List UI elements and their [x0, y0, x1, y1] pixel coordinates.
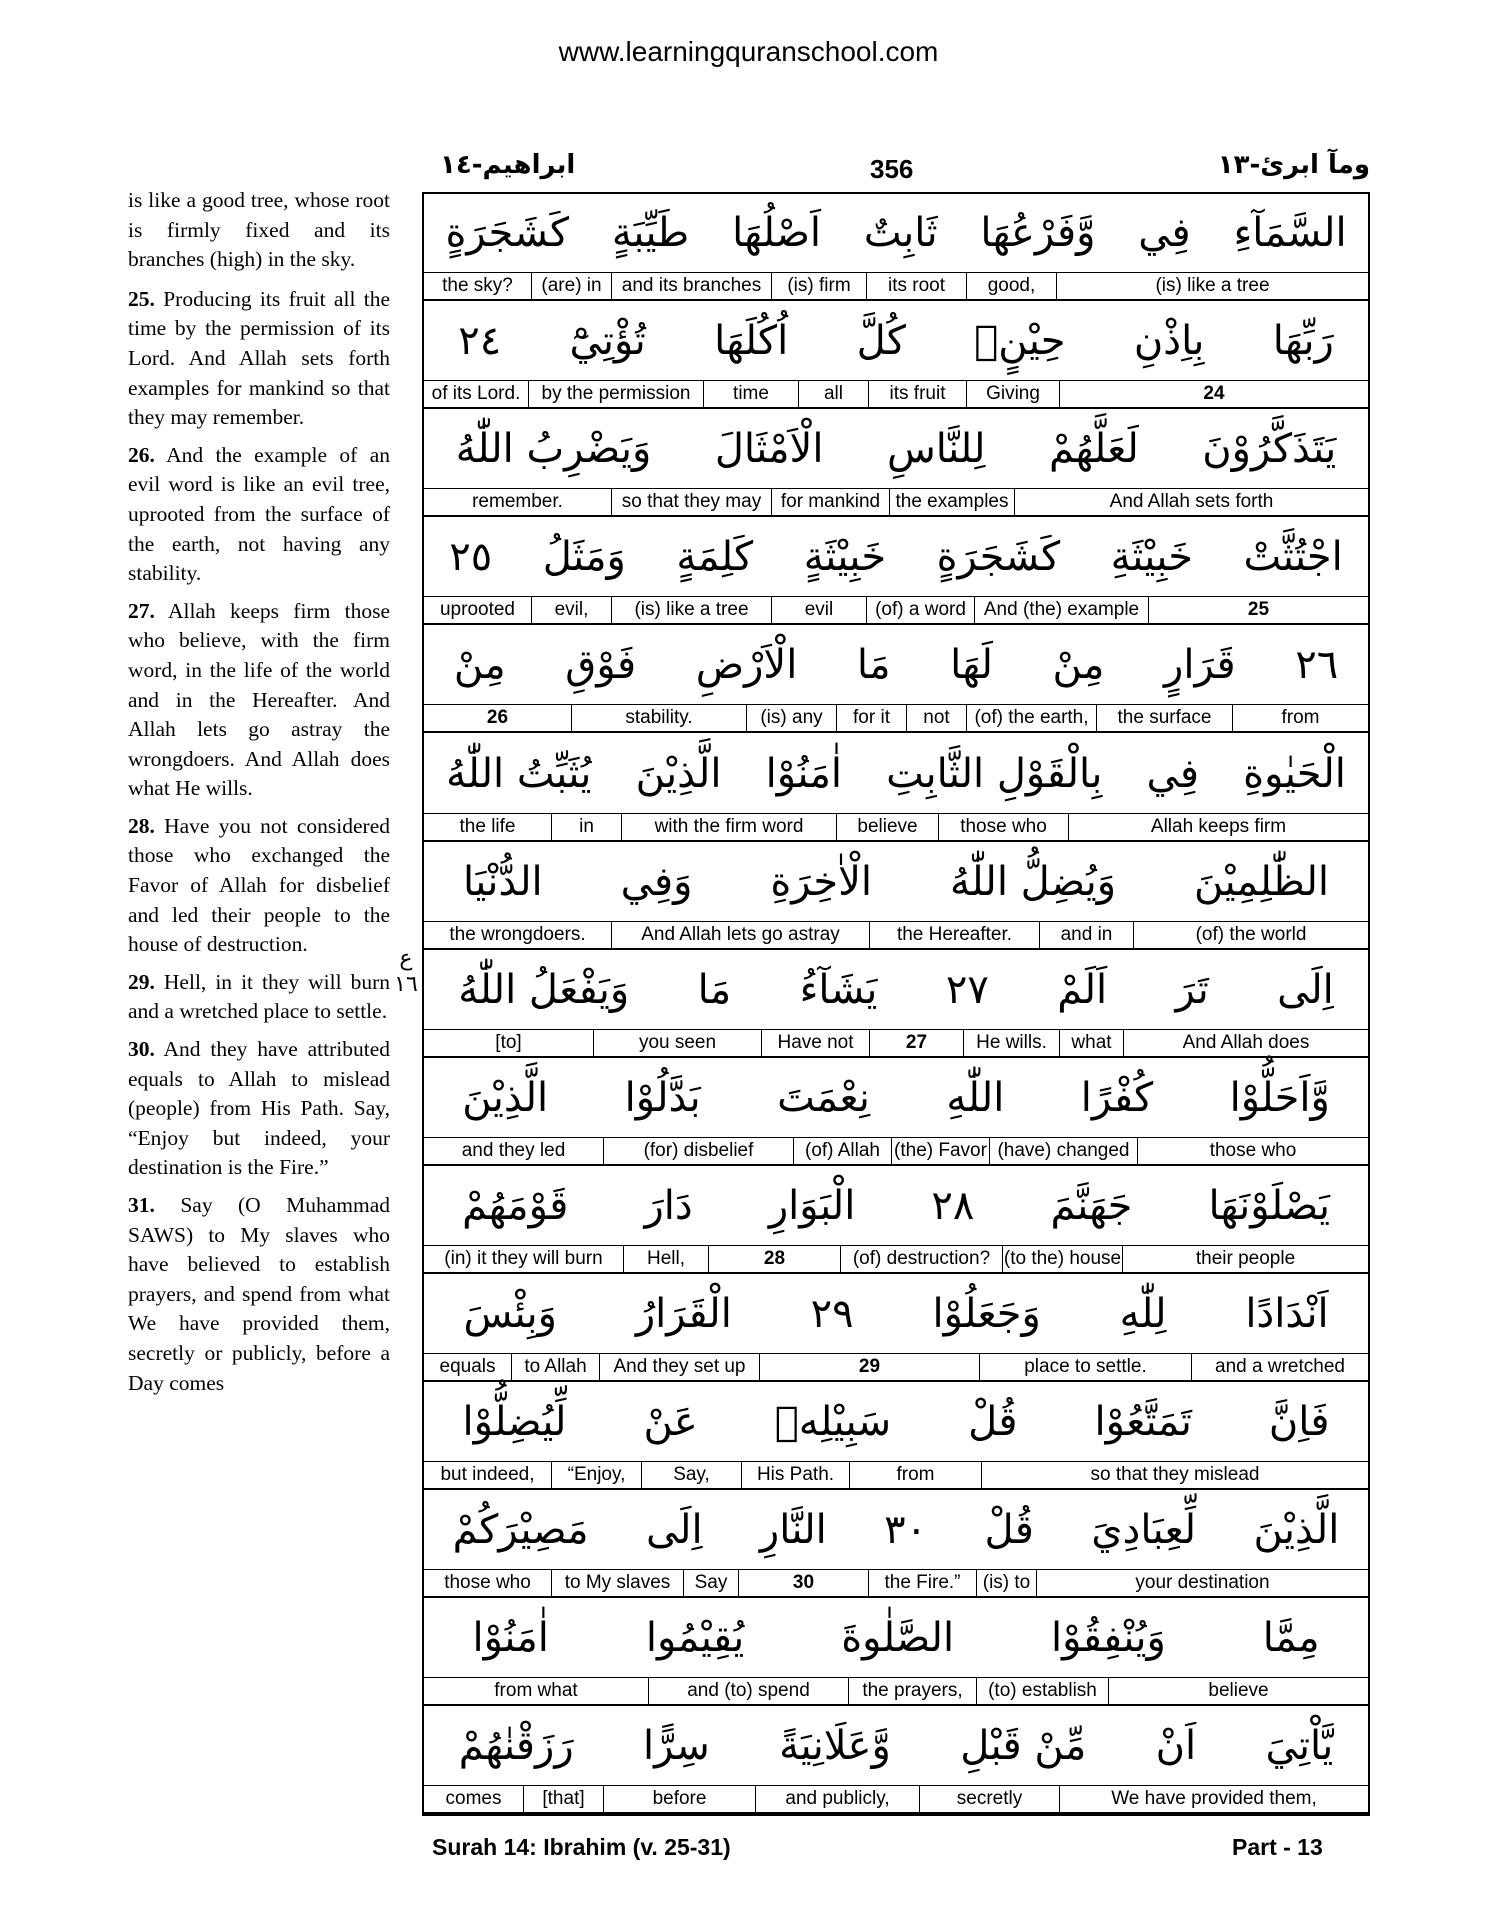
grid-row — [424, 1491, 1368, 1599]
verse-number: 30. — [128, 1037, 155, 1062]
arabic-word: جَهَنَّمَ — [1050, 1182, 1133, 1229]
arabic-word: سِرًّا — [643, 1723, 710, 1770]
arabic-word: تَمَتَّعُوْا — [1094, 1399, 1192, 1446]
arabic-word: قُلْ — [984, 1507, 1034, 1554]
english-gloss-line — [424, 922, 1368, 950]
arabic-word: الظّٰلِمِيْنَ — [1194, 858, 1330, 905]
translation-verse — [128, 1191, 390, 1398]
gloss-cell: (of) the earth, — [967, 705, 1097, 731]
arabic-line — [424, 951, 1368, 1030]
gloss-cell: for mankind — [772, 489, 890, 515]
arabic-line — [424, 1059, 1368, 1138]
grid-row — [424, 518, 1368, 626]
english-gloss-line — [424, 1786, 1368, 1814]
arabic-word: اَنْ — [1155, 1723, 1197, 1770]
gloss-cell: the wrongdoers. — [424, 922, 612, 948]
gloss-cell: so that they may — [612, 489, 772, 515]
arabic-word: فِي — [1138, 210, 1191, 256]
english-gloss-line — [424, 1354, 1368, 1382]
arabic-word: يَشَآءُ — [799, 966, 878, 1013]
english-gloss-line — [424, 814, 1368, 842]
english-gloss-line — [424, 1462, 1368, 1490]
arabic-word: كُلَّ — [856, 318, 906, 365]
gloss-cell: His Path. — [742, 1462, 850, 1488]
arabic-word: خَبِيْثَةِ — [1110, 534, 1194, 581]
gloss-cell: Hell, — [624, 1246, 709, 1272]
gloss-cell: the sky? — [424, 273, 532, 299]
gloss-cell: the examples — [890, 489, 1015, 515]
gloss-cell: remember. — [424, 489, 612, 515]
arabic-word: رَزَقْنٰهُمْ — [458, 1723, 574, 1770]
arabic-word: كَشَجَرَةٍ — [936, 534, 1061, 581]
arabic-word: تَرَ — [1175, 966, 1209, 1013]
grid-row — [424, 1167, 1368, 1275]
english-gloss-line — [424, 597, 1368, 625]
gloss-verse-number: 29 — [760, 1354, 980, 1380]
gloss-cell: its root — [867, 273, 967, 299]
english-gloss-line — [424, 273, 1368, 301]
gloss-cell: from what — [424, 1678, 649, 1704]
verse-text: Say (O Muhammad SAWS) to My slaves who have believed to establish prayers, and spend from what We have provided them, secretly or publicly, before a Day comes — [128, 1193, 391, 1395]
arabic-word: وَبِئْسَ — [463, 1291, 557, 1337]
arabic-word: مِنْ — [1052, 642, 1105, 689]
arabic-word: ثَابِتٌ — [863, 210, 938, 256]
gloss-cell: and they led — [424, 1138, 604, 1164]
translation-verse — [128, 441, 390, 589]
gloss-cell: comes — [424, 1786, 524, 1812]
english-gloss-line — [424, 489, 1368, 517]
gloss-cell: but indeed, — [424, 1462, 552, 1488]
arabic-word: اِلَى — [645, 1507, 703, 1554]
page-number: 356 — [870, 154, 914, 184]
arabic-word: الصَّلٰوةَ — [841, 1615, 955, 1662]
ruku-mark: ع ١٦ — [394, 946, 418, 997]
gloss-cell: not — [907, 705, 967, 731]
english-gloss-line — [424, 1138, 1368, 1166]
english-gloss-line — [424, 1030, 1368, 1058]
arabic-line — [424, 1707, 1368, 1786]
gloss-cell: We have provided them, — [1111, 1788, 1317, 1810]
english-gloss-line — [424, 1246, 1368, 1274]
arabic-word: الَّذِيْنَ — [635, 750, 722, 797]
gloss-cell: so that they mislead — [1090, 1464, 1260, 1486]
arabic-word: طَيِّبَةٍ — [611, 210, 690, 256]
arabic-word: مِّنْ قَبْلِ — [960, 1723, 1087, 1770]
arabic-line — [424, 302, 1368, 381]
translation-verse — [128, 812, 390, 960]
gloss-cell: and in — [1040, 922, 1134, 948]
gloss-cell: the Fire.” — [869, 1570, 977, 1596]
arabic-word: يَصْلَوْنَهَا — [1208, 1182, 1330, 1229]
gloss-cell: (is) firm — [772, 273, 867, 299]
arabic-word: لَعَلَّهُمْ — [1048, 426, 1139, 473]
gloss-cell: from — [1281, 707, 1320, 729]
footer-part: Part - 13 — [1232, 1834, 1323, 1860]
arabic-word: ٢٩ — [810, 1291, 854, 1337]
arabic-word: ٣٠ — [884, 1507, 928, 1554]
grid-row — [424, 843, 1368, 951]
gloss-cell: and publicly, — [756, 1786, 920, 1812]
gloss-cell: all — [799, 381, 869, 407]
arabic-word: مَصِيْرَكُمْ — [452, 1507, 589, 1554]
grid-row — [424, 626, 1368, 734]
arabic-word: لِّيُضِلُّوْا — [462, 1399, 567, 1446]
gloss-cell: (of) the world — [1195, 923, 1307, 945]
gloss-cell: (have) changed — [990, 1138, 1138, 1164]
gloss-cell: and a wretched — [1215, 1356, 1345, 1377]
arabic-word: دَارَ — [644, 1182, 693, 1229]
verse-text: Hell, in it they will burn and a wretched place to settle. — [128, 969, 390, 1024]
grid-row — [424, 410, 1368, 518]
arabic-word: لَهَا — [950, 642, 993, 689]
gloss-cell: (in) it they will burn — [424, 1246, 624, 1272]
arabic-word: يُثَبِّتُ اللّٰهُ — [446, 750, 592, 797]
arabic-word: بِالْقَوْلِ الثَّابِتِ — [886, 750, 1103, 797]
grid-row — [424, 1599, 1368, 1707]
gloss-cell: And Allah sets forth — [1109, 491, 1274, 513]
gloss-cell: (for) disbelief — [604, 1138, 794, 1164]
arabic-word: الْاٰخِرَةِ — [770, 858, 873, 905]
arabic-word: فِي — [1146, 750, 1199, 797]
verse-number: 25. — [128, 286, 155, 311]
translation-verse — [128, 1035, 390, 1183]
arabic-word: وَجَعَلُوْا — [932, 1291, 1041, 1337]
gloss-cell: evil, — [532, 597, 612, 623]
gloss-cell: to My slaves — [552, 1570, 684, 1596]
arabic-word: نِعْمَتَ — [777, 1074, 870, 1121]
site-url: www.learningquranschool.com — [558, 36, 939, 67]
gloss-cell: (is) like a tree — [1155, 275, 1270, 296]
gloss-cell: those who — [424, 1570, 552, 1596]
gloss-cell: time — [704, 381, 799, 407]
gloss-cell: with the firm word — [622, 814, 837, 840]
arabic-word: وَّعَلَانِيَةً — [779, 1723, 891, 1770]
grid-row — [424, 1275, 1368, 1383]
gloss-cell: the Hereafter. — [870, 922, 1040, 948]
arabic-word: الْاَمْثَالَ — [714, 426, 824, 473]
gloss-cell: And Allah lets go astray — [612, 922, 870, 948]
arabic-word: ٢٧ — [945, 966, 989, 1013]
arabic-word: الْقَرَارُ — [635, 1291, 732, 1337]
english-gloss-line — [424, 381, 1368, 409]
translation-verse — [128, 285, 390, 433]
gloss-cell: [that] — [524, 1786, 604, 1812]
gloss-cell: Allah keeps firm — [1150, 815, 1287, 837]
arabic-line — [424, 735, 1368, 814]
arabic-word: قُلْ — [968, 1399, 1018, 1446]
arabic-word: قَوْمَهُمْ — [462, 1182, 569, 1229]
arabic-word: تُؤْتِيْٓ — [569, 318, 646, 365]
grid-row — [424, 302, 1368, 410]
arabic-word: يُقِيْمُوا — [645, 1615, 745, 1662]
arabic-word: وَيَضْرِبُ اللّٰهُ — [455, 426, 652, 473]
gloss-verse-number: 26 — [424, 705, 572, 731]
arabic-word: ٢٦ — [1295, 642, 1339, 689]
arabic-word: بِاِذْنِ — [1133, 318, 1205, 365]
gloss-cell: And they set up — [600, 1354, 760, 1380]
gloss-cell: their people — [1195, 1247, 1296, 1269]
gloss-cell: Say — [684, 1570, 739, 1596]
gloss-cell: (to) establish — [977, 1678, 1109, 1704]
arabic-word: وَيَفْعَلُ اللّٰهُ — [458, 966, 630, 1013]
verse-text: Allah keeps firm those who believe, with the firm word, in the life of the world and in the Hereafter. And Allah lets go astray the wrongdoers. And Allah does what He wills. — [128, 598, 390, 801]
word-by-word-grid — [422, 192, 1370, 1816]
arabic-word: وَّفَرْعُهَا — [980, 210, 1096, 256]
gloss-cell: (of) destruction? — [841, 1246, 1003, 1272]
arabic-line — [424, 626, 1368, 705]
gloss-cell: evil — [772, 597, 867, 623]
verse-text: Have you not considered those who exchanged the Favor of Allah for disbelief and led their people to the house of destruction. — [128, 813, 391, 957]
gloss-cell: before — [604, 1786, 756, 1812]
arabic-word: الَّذِيْنَ — [462, 1074, 549, 1121]
arabic-word: اٰمَنُوْا — [472, 1615, 549, 1662]
gloss-cell: (the) Favor — [892, 1138, 990, 1164]
gloss-cell: Have not — [762, 1030, 870, 1056]
gloss-cell: and (to) spend — [649, 1678, 849, 1704]
arabic-line — [424, 518, 1368, 597]
arabic-line — [424, 843, 1368, 922]
grid-row — [424, 1383, 1368, 1491]
gloss-cell: (is) to — [977, 1570, 1037, 1596]
verse-text: And they have attributed equals to Allah to mislead (people) from His Path. Say, “Enjoy but indeed, your destination is the Fire.” — [128, 1037, 390, 1180]
arabic-word: كَشَجَرَةٍ — [445, 210, 570, 256]
verse-number: 27. — [128, 598, 155, 623]
arabic-word: كُفْرًا — [1080, 1074, 1154, 1121]
gloss-cell: place to settle. — [980, 1354, 1192, 1380]
gloss-cell: Giving — [967, 381, 1060, 407]
gloss-cell: believe — [837, 814, 939, 840]
verse-text: And the example of an evil word is like an evil tree, uprooted from the surface of the earth, not having any stability. — [128, 442, 390, 586]
verse-text: Producing its fruit all the time by the permission of its Lord. And Allah sets forth examples for mankind so that they may remember. — [128, 286, 391, 430]
arabic-word: مَا — [856, 642, 891, 689]
arabic-word: يَّاْتِيَ — [1265, 1723, 1334, 1770]
arabic-line — [424, 1599, 1368, 1678]
gloss-cell: its fruit — [869, 381, 967, 407]
arabic-word: الْبَوَارِ — [768, 1182, 856, 1229]
translation-column — [128, 186, 390, 1406]
translation-verse — [128, 186, 390, 275]
arabic-word: ٢٨ — [931, 1182, 975, 1229]
gloss-cell: (to the) house — [1003, 1246, 1123, 1272]
arabic-word: فَاِنَّ — [1268, 1399, 1330, 1446]
english-gloss-line — [424, 705, 1368, 733]
gloss-verse-number: 30 — [739, 1570, 869, 1596]
arabic-word: الْاَرْضِ — [695, 642, 798, 689]
arabic-word: اٰمَنُوْا — [765, 750, 843, 797]
arabic-word: وَفِي — [620, 858, 693, 905]
grid-row — [424, 1707, 1368, 1815]
gloss-cell: secretly — [920, 1786, 1060, 1812]
gloss-cell: He wills. — [964, 1030, 1060, 1056]
gloss-cell: to Allah — [512, 1354, 600, 1380]
gloss-cell: uprooted — [424, 597, 532, 623]
gloss-cell: (is) like a tree — [612, 597, 772, 623]
arabic-word: بَدَّلُوْا — [624, 1074, 701, 1121]
arabic-line — [424, 1275, 1368, 1354]
arabic-word: لِلّٰهِ — [1119, 1291, 1167, 1337]
verse-number: 28. — [128, 813, 155, 838]
arabic-word: يَتَذَكَّرُوْنَ — [1202, 426, 1337, 473]
arabic-line — [424, 410, 1368, 489]
arabic-word: اجْتُثَّتْ — [1243, 534, 1343, 581]
gloss-cell: (are) in — [532, 273, 612, 299]
grid-row — [424, 1059, 1368, 1167]
page-header — [420, 150, 1370, 190]
arabic-word: لِلنَّاسِ — [886, 426, 986, 473]
gloss-cell: of its Lord. — [424, 381, 529, 407]
footer-surah-ref: Surah 14: Ibrahim (v. 25-31) — [432, 1834, 731, 1860]
arabic-line — [424, 1491, 1368, 1570]
gloss-cell: in — [552, 814, 622, 840]
gloss-cell: from — [850, 1462, 982, 1488]
gloss-cell: (is) any — [747, 705, 837, 731]
gloss-cell: And (the) example — [975, 597, 1149, 623]
grid-row — [424, 735, 1368, 843]
gloss-cell: and its branches — [612, 273, 772, 299]
english-gloss-line — [424, 1678, 1368, 1706]
gloss-cell: you seen — [594, 1030, 762, 1056]
surah-name-header: ابراھیم-١٤ — [440, 150, 576, 180]
arabic-word: اللّٰهِ — [946, 1074, 1005, 1121]
arabic-word: ٢٥ — [449, 534, 493, 581]
gloss-cell: the surface — [1097, 705, 1233, 731]
gloss-cell: for it — [837, 705, 907, 731]
gloss-cell: [to] — [424, 1030, 594, 1056]
arabic-line — [424, 1167, 1368, 1246]
arabic-word: كَلِمَةٍ — [676, 534, 754, 581]
arabic-word: اَصْلُهَا — [732, 210, 822, 256]
verse-number: 26. — [128, 442, 155, 467]
arabic-word: الدُّنْيَا — [462, 858, 543, 905]
arabic-word: الْحَيٰوةِ — [1243, 750, 1346, 797]
arabic-word: حِيْنٍۢ — [974, 318, 1066, 365]
translation-verse — [128, 968, 390, 1027]
arabic-word: فَوْقِ — [565, 642, 637, 689]
gloss-verse-number: 25 — [1247, 599, 1270, 621]
arabic-word: اَلَمْ — [1057, 966, 1108, 1013]
gloss-cell: (of) a word — [867, 597, 975, 623]
verse-text: is like a good tree, whose root is firmly fixed and its branches (high) in the sky. — [128, 188, 390, 272]
verse-number: 29. — [128, 969, 155, 994]
grid-row — [424, 194, 1368, 302]
verse-number: 31. — [128, 1193, 155, 1217]
gloss-cell: those who — [939, 814, 1069, 840]
gloss-cell: equals — [424, 1354, 512, 1380]
arabic-word: عَنْ — [643, 1399, 698, 1446]
arabic-word: وَّاَحَلُّوْا — [1229, 1074, 1330, 1121]
arabic-word: السَّمَآءِ — [1233, 210, 1347, 256]
arabic-word: اُكُلَهَا — [714, 318, 789, 365]
gloss-cell: what — [1060, 1030, 1124, 1056]
arabic-word: ٢٤ — [458, 318, 502, 365]
part-name-header: ومآ ابرئ-١٣ — [1217, 150, 1370, 180]
translation-verse — [128, 597, 390, 804]
gloss-cell: And Allah does — [1182, 1031, 1310, 1053]
arabic-word: اِلَى — [1277, 966, 1334, 1013]
arabic-word: وَيُنْفِقُوْا — [1051, 1615, 1166, 1662]
arabic-word: مَا — [697, 966, 732, 1013]
arabic-word: خَبِيْثَةٍ — [803, 534, 887, 581]
arabic-word: اَنْدَادًا — [1245, 1291, 1329, 1337]
arabic-word: وَيُضِلُّ اللّٰهُ — [949, 858, 1117, 905]
gloss-cell: stability. — [572, 705, 747, 731]
arabic-word: مِمَّا — [1262, 1615, 1320, 1662]
arabic-word: لِّعِبَادِيَ — [1091, 1507, 1197, 1554]
gloss-verse-number: 27 — [870, 1030, 964, 1056]
arabic-word: سَبِيْلِهٖ — [774, 1399, 892, 1446]
english-gloss-line — [424, 1570, 1368, 1598]
gloss-cell: by the permission — [529, 381, 704, 407]
arabic-word: الَّذِيْنَ — [1253, 1507, 1340, 1554]
gloss-cell: believe — [1208, 1680, 1269, 1702]
arabic-line — [424, 1383, 1368, 1462]
arabic-word: وَمَثَلُ — [542, 534, 626, 581]
gloss-cell: Say, — [642, 1462, 742, 1488]
gloss-cell: the life — [424, 814, 552, 840]
gloss-verse-number: 24 — [1203, 383, 1225, 405]
arabic-word: النَّارِ — [759, 1507, 827, 1554]
arabic-word: مِنْ — [453, 642, 506, 689]
gloss-cell: your destination — [1135, 1572, 1270, 1594]
gloss-cell: (of) Allah — [794, 1138, 892, 1164]
gloss-cell: “Enjoy, — [552, 1462, 642, 1488]
arabic-line — [424, 194, 1368, 273]
gloss-verse-number: 28 — [709, 1246, 841, 1272]
arabic-word: قَرَارٍ — [1164, 642, 1236, 689]
gloss-cell: those who — [1209, 1139, 1297, 1161]
gloss-cell: good, — [967, 273, 1057, 299]
grid-row — [424, 951, 1368, 1059]
gloss-cell: the prayers, — [849, 1678, 977, 1704]
arabic-word: رَبِّهَا — [1272, 318, 1334, 365]
